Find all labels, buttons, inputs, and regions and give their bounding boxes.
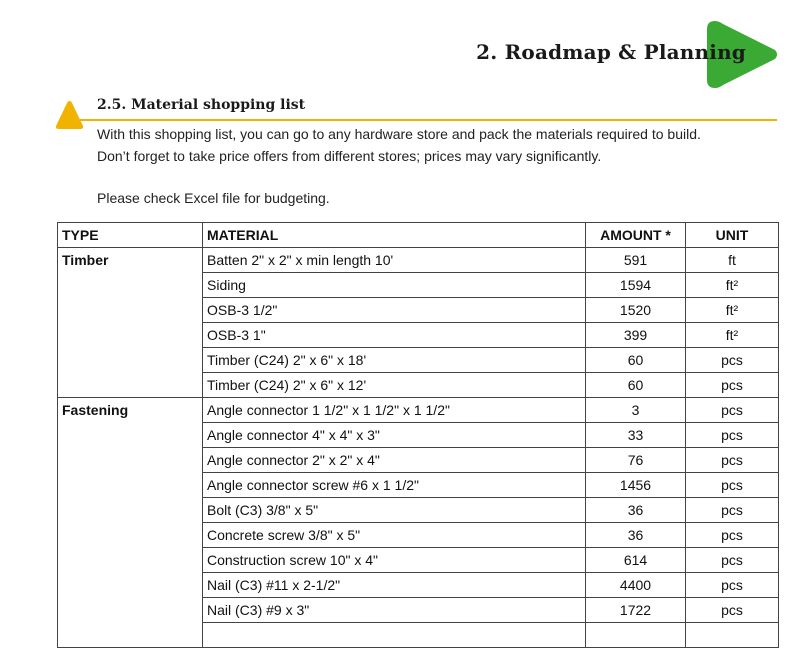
unit-cell: pcs [686, 448, 779, 473]
amount-cell: 36 [586, 523, 686, 548]
column-header-unit: UNIT [686, 223, 779, 248]
unit-cell: pcs [686, 548, 779, 573]
amount-cell: 33 [586, 423, 686, 448]
amount-cell: 1594 [586, 273, 686, 298]
material-cell: Timber (C24) 2" x 6" x 12' [203, 373, 586, 398]
amount-cell: 1456 [586, 473, 686, 498]
section-title: 2.5. Material shopping list [97, 97, 306, 113]
unit-cell: pcs [686, 473, 779, 498]
section-divider [80, 119, 777, 121]
table-row [58, 248, 779, 273]
material-cell: Batten 2" x 2" x min length 10' [203, 248, 586, 273]
column-header-material: MATERIAL [203, 223, 586, 248]
unit-cell: pcs [686, 423, 779, 448]
material-cell: Angle connector 2" x 2" x 4" [203, 448, 586, 473]
table-header-row [58, 223, 779, 248]
unit-cell: ft [686, 248, 779, 273]
material-cell: Nail (C3) #11 x 2-1/2" [203, 573, 586, 598]
table-body [58, 248, 779, 648]
amount-cell: 76 [586, 448, 686, 473]
material-cell: Nail (C3) #9 x 3" [203, 598, 586, 623]
material-cell: Concrete screw 3/8" x 5" [203, 523, 586, 548]
material-cell [203, 623, 586, 648]
material-cell: Angle connector 4" x 4" x 3" [203, 423, 586, 448]
type-cell: Timber [58, 248, 203, 398]
material-cell: Angle connector 1 1/2" x 1 1/2" x 1 1/2" [203, 398, 586, 423]
material-cell: Bolt (C3) 3/8" x 5" [203, 498, 586, 523]
unit-cell: pcs [686, 573, 779, 598]
unit-cell: pcs [686, 498, 779, 523]
material-cell: OSB-3 1" [203, 323, 586, 348]
material-cell: Timber (C24) 2" x 6" x 18' [203, 348, 586, 373]
unit-cell: ft² [686, 273, 779, 298]
intro-text-line-1: With this shopping list, you can go to any hardware store and pack the materials required to build. [97, 126, 701, 142]
unit-cell: pcs [686, 598, 779, 623]
type-cell: Fastening [58, 398, 203, 648]
unit-cell: ft² [686, 298, 779, 323]
unit-cell: pcs [686, 398, 779, 423]
amount-cell: 60 [586, 348, 686, 373]
amount-cell: 1722 [586, 598, 686, 623]
amount-cell: 614 [586, 548, 686, 573]
amount-cell: 399 [586, 323, 686, 348]
amount-cell: 3 [586, 398, 686, 423]
amount-cell [586, 623, 686, 648]
material-cell: Siding [203, 273, 586, 298]
intro-text-line-2: Don’t forget to take price offers from different stores; prices may vary significantly. [97, 148, 602, 164]
amount-cell: 4400 [586, 573, 686, 598]
material-cell: Angle connector screw #6 x 1 1/2" [203, 473, 586, 498]
unit-cell: pcs [686, 523, 779, 548]
unit-cell [686, 623, 779, 648]
unit-cell: ft² [686, 323, 779, 348]
amount-cell: 591 [586, 248, 686, 273]
material-cell: Construction screw 10" x 4" [203, 548, 586, 573]
material-cell: OSB-3 1/2" [203, 298, 586, 323]
warning-triangle-icon [55, 99, 84, 130]
unit-cell: pcs [686, 348, 779, 373]
column-header-amount: AMOUNT * [586, 223, 686, 248]
budget-note: Please check Excel file for budgeting. [97, 190, 330, 206]
amount-cell: 36 [586, 498, 686, 523]
unit-cell: pcs [686, 373, 779, 398]
table-row [58, 398, 779, 423]
amount-cell: 1520 [586, 298, 686, 323]
material-table [57, 222, 779, 648]
column-header-type: TYPE [58, 223, 203, 248]
amount-cell: 60 [586, 373, 686, 398]
chapter-title: 2. Roadmap & Planning [476, 40, 746, 64]
